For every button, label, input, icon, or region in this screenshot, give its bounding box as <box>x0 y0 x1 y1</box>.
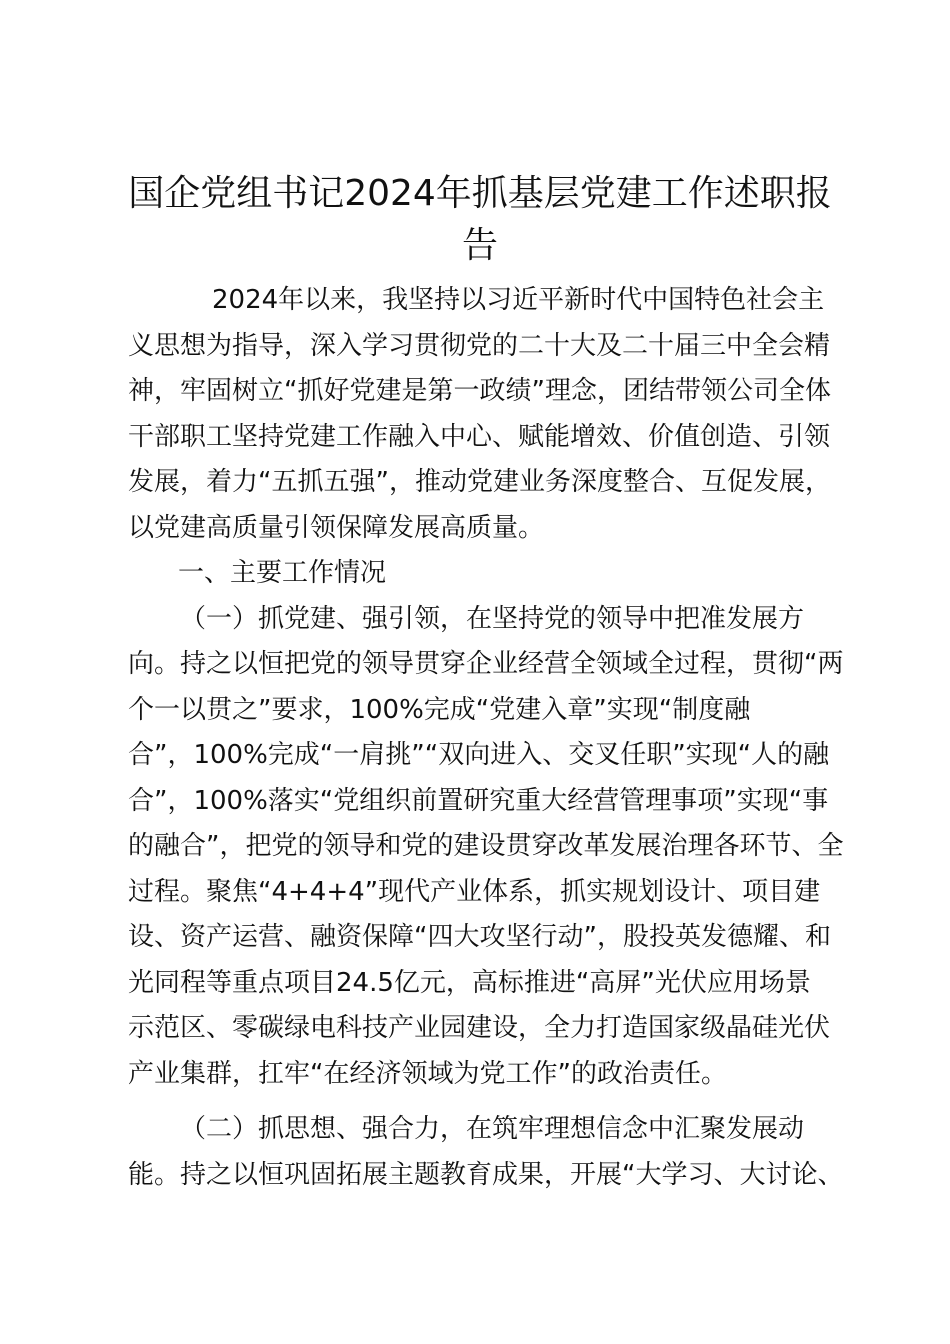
heading-line: 一、主要工作情况 <box>178 558 387 588</box>
document-title <box>120 168 840 272</box>
paragraph-two <box>128 1107 848 1198</box>
text-line: 合”，100%完成“一肩挑”“双向进入、交叉任职”实现“人的融 <box>128 740 830 770</box>
section-heading <box>128 551 848 597</box>
paragraph-intro <box>128 278 848 551</box>
text-line: 产业集群，扛牢“在经济领域为党工作”的政治责任。 <box>128 1058 727 1089</box>
text-line: 神，牢固树立“抓好党建是第一政绩”理念，团结带领公司全体 <box>128 376 831 406</box>
title-line: 国企党组书记2024年抓基层党建工作述职报 <box>128 173 832 214</box>
text-line: 合”，100%落实“党组织前置研究重大经营管理事项”实现“事 <box>128 785 829 816</box>
title-line: 告 <box>461 225 498 266</box>
text-line: 发展，着力“五抓五强”，推动党建业务深度整合、互促发展， <box>128 467 831 497</box>
text-line: 向。持之以恒把党的领导贯穿企业经营全领域全过程，贯彻“两 <box>128 649 844 679</box>
text-line: 过程。聚焦“4+4+4”现代产业体系，抓实规划设计、项目建 <box>128 876 821 907</box>
text-line: （一）抓党建、强引领，在坚持党的领导中把准发展方 <box>180 603 805 634</box>
text-line: 能。持之以恒巩固拓展主题教育成果，开展“大学习、大讨论、 <box>128 1159 844 1190</box>
text-line: （二）抓思想、强合力，在筑牢理想信念中汇聚发展动 <box>180 1114 805 1144</box>
paragraph-one <box>128 597 848 1098</box>
text-line: 个一以贯之”要求，100%完成“党建入章”实现“制度融 <box>128 694 751 725</box>
text-line: 设、资产运营、融资保障“四大攻坚行动”，股投英发德耀、和 <box>128 922 831 952</box>
document-body <box>128 278 848 1198</box>
text-line: 干部职工坚持党建工作融入中心、赋能增效、价值创造、引领 <box>128 421 831 452</box>
text-line: 以党建高质量引领保障发展高质量。 <box>128 512 545 543</box>
text-line: 光同程等重点项目24.5亿元，高标推进“高屏”光伏应用场景 <box>128 967 811 998</box>
text-line: 示范区、零碳绿电科技产业园建设，全力打造国家级晶硅光伏 <box>128 1013 831 1043</box>
text-line: 义思想为指导，深入学习贯彻党的二十大及二十届三中全会精 <box>128 330 831 361</box>
text-line: 2024年以来，我坚持以习近平新时代中国特色社会主 <box>212 285 825 315</box>
text-line: 的融合”，把党的领导和党的建设贯穿改革发展治理各环节、全 <box>128 831 844 861</box>
